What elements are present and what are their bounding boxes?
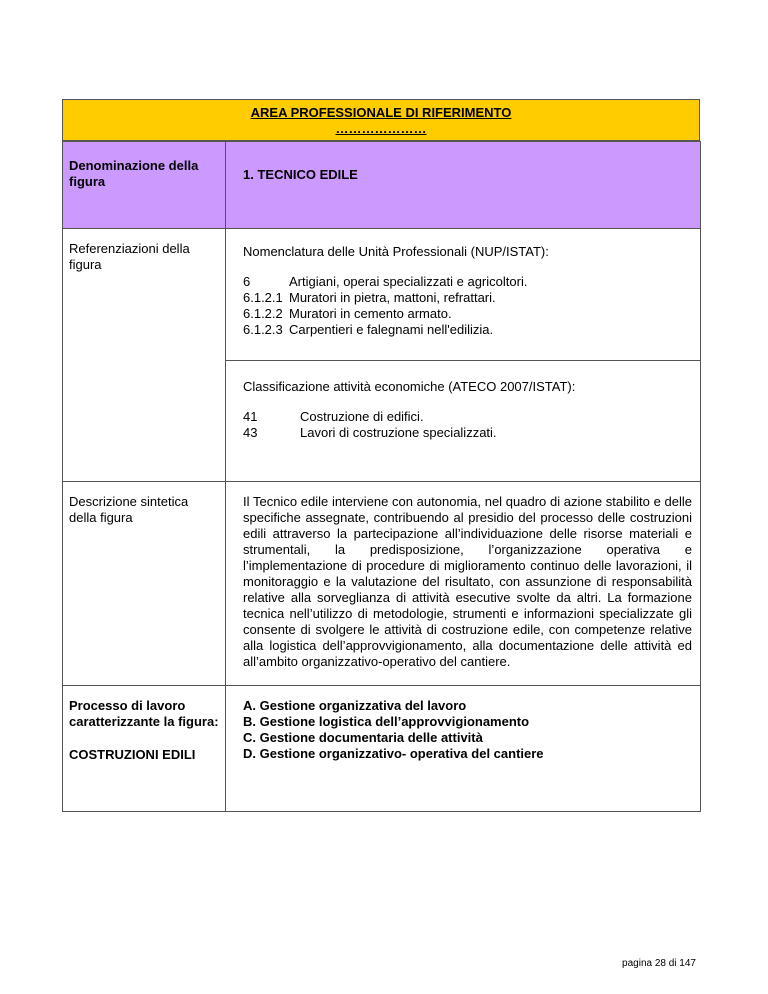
- referenziazioni-label: Referenziazioni della figura: [63, 229, 226, 482]
- list-item: A. Gestione organizzativa del lavoro: [243, 698, 467, 713]
- nup-code: 6.1.2.1: [243, 290, 283, 305]
- nup-code: 6.1.2.3: [243, 322, 283, 337]
- list-item: [243, 306, 692, 322]
- table-row: [63, 482, 701, 686]
- list-item: [243, 290, 692, 306]
- denominazione-label: Denominazione della figura: [63, 142, 226, 229]
- list-item: [243, 425, 692, 441]
- ateco-title: Classificazione attività economiche (ATECO 2007/ISTAT):: [243, 379, 576, 394]
- ateco-code: 43: [243, 425, 258, 440]
- ateco-text: Lavori di costruzione specializzati.: [300, 425, 497, 440]
- nup-title: Nomenclatura delle Unità Professionali (NUP/ISTAT):: [243, 244, 549, 259]
- table-row: [63, 229, 701, 361]
- list-item: [243, 409, 692, 425]
- ateco-code: 41: [243, 409, 258, 424]
- list-item: D. Gestione organizzativo- operativa del cantiere: [243, 746, 544, 761]
- nup-text: Carpentieri e falegnami nell'edilizia.: [289, 322, 494, 337]
- area-title: AREA PROFESSIONALE DI RIFERIMENTO: [250, 105, 512, 120]
- descrizione-label: Descrizione sintetica della figura: [63, 482, 226, 686]
- page-number: pagina 28 di 147: [622, 958, 696, 969]
- list-item: B. Gestione logistica dell’approvvigionamento: [243, 714, 530, 729]
- processo-label-cell: [63, 686, 226, 812]
- ateco-list: [243, 409, 692, 441]
- nup-code: 6.1.2.2: [243, 306, 283, 321]
- table-row: [63, 686, 701, 812]
- processo-sublabel: COSTRUZIONI EDILI: [69, 747, 196, 762]
- processo-label: Processo di lavoro caratterizzante la figura:: [69, 698, 219, 729]
- table-row: [63, 142, 701, 229]
- ateco-text: Costruzione di edifici.: [300, 409, 424, 424]
- denominazione-value: 1. TECNICO EDILE: [226, 142, 701, 229]
- area-header: [62, 99, 700, 141]
- nup-text: Muratori in pietra, mattoni, refrattari.: [289, 290, 496, 305]
- nup-text: Artigiani, operai specializzati e agricoltori.: [289, 274, 528, 289]
- nup-text: Muratori in cemento armato.: [289, 306, 452, 321]
- processo-list: [226, 686, 701, 812]
- list-item: [243, 274, 692, 290]
- nup-list: [243, 274, 692, 338]
- area-placeholder: …………………: [335, 121, 427, 136]
- nup-cell: [226, 229, 701, 361]
- figure-table: [62, 141, 701, 812]
- ateco-cell: [226, 361, 701, 482]
- nup-code: 6: [243, 274, 251, 289]
- descrizione-text: Il Tecnico edile interviene con autonomia, nel quadro di azione stabilito e delle specifiche assegnate, contribuendo al presidio del processo delle costruzioni edili attraverso la partecipazione all’individuazione delle risorse materiali e strumentali, la predisposizione, l’organizzazione operativa e l’implementazione di procedure di miglioramento continuo delle lavorazioni, il monitoraggio e la valutazione del risultato, con assunzione di responsabilità relative alla sorveglianza di attività esecutive svolte da altri. La formazione tecnica nell’utilizzo di metodologie, strumenti e informazioni specializzate gli consente di svolgere le attività di costruzione edile, con competenze relative alla logistica dell’approvvigionamento, alla documentazione delle attività ed all’ambito organizzativo-operativo del cantiere.: [226, 482, 701, 686]
- list-item: C. Gestione documentaria delle attività: [243, 730, 483, 745]
- list-item: [243, 322, 692, 338]
